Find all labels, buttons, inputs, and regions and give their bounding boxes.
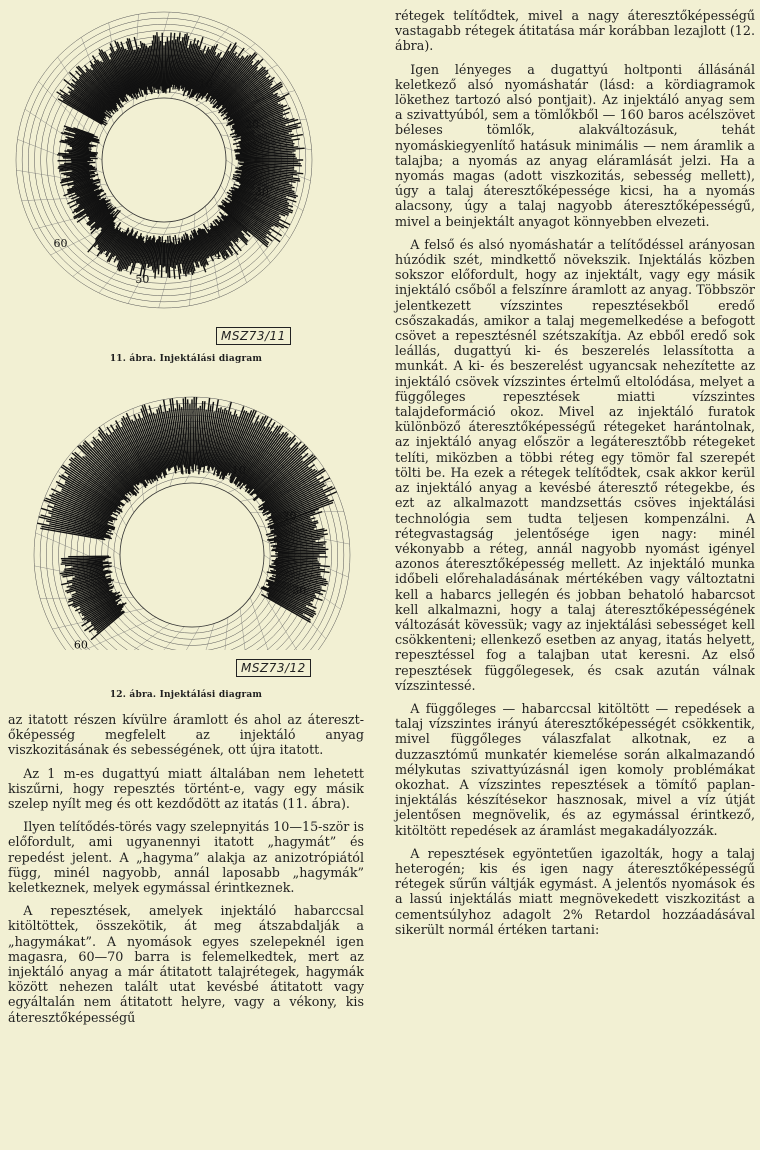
dial-hub — [102, 98, 226, 222]
paragraph: Igen lényeges a dugattyú holtponti állásánál keletkező alsó nyomáshatár (lásd: a kördiagramok lökethez tartozó alsó pontjait). Az injektáló anyag sem a szivattyúból, sem a tömlőkből — 160 baros acélszövet béleses tömlők, alakváltozásuk, tehát nyomáskiegyenlítő hatásuk minimális — nem áramlik a talajba; a nyomás az anyag eláramlását jelzi. Ha a nyomás magas (adott viszkozitás, sebesség mellett), úgy a talaj áteresztőképessége kicsi, ha a nyomás alacsony, úgy a talaj nagyobb áteresztőképességű, mivel a beinjektált anyagot könnyebben elvezeti. — [395, 61, 755, 229]
grid-arc — [240, 609, 251, 650]
dial-scale-label: 60 — [73, 638, 88, 650]
paragraph: Az 1 m-es dugattyú miatt általában nem lehetett kiszűrni, hogy repesztés történt-e, vagy egy másik szelep nyílt meg és ott kezdődött az itatás (11. ábra). — [8, 765, 364, 812]
paragraph: A repesztések egyöntetűen igazolták, hogy a talaj heterogén; kis és igen nagy áteresztőképességű rétegek sűrűn váltják egymást. A jelentős nyomások és a lassú injektálás miatt megnövekedett viszkozitást a cementsúlyhoz adagolt 2% Retardol hozzáadásával sikerült normál értéken tartani: — [395, 845, 755, 937]
trace-stroke — [68, 556, 109, 557]
dial-scale-label: 20 — [245, 117, 260, 131]
trace-stroke — [166, 240, 167, 274]
paragraph: rétegek telítődtek, mivel a nagy áteresztőképességű vastagabb rétegek átitatása már korábban lezajlott (12. ábra). — [395, 8, 755, 54]
trace-stroke — [275, 553, 326, 554]
dial-scale-label: 40 — [214, 249, 229, 263]
dial-scale-label: 10 — [231, 464, 246, 478]
paragraph: Ilyen telítődés-törés vagy szelepnyitás 10—15-ször is előfordult, ami ugyanennyi itatott „hagymát” és repedést jelent. A „hagyma” alakja az anizotrópiától függ, minél nagyobb, annál laposabb „hagymák” keletkeznek, melyek egymással érintkeznek. — [8, 819, 364, 896]
injection-diagram-11 — [14, 0, 314, 320]
trace-stroke — [190, 404, 191, 466]
paragraph: A felső és alsó nyomáshatár a telítődéssel arányosan húzódik szét, mindkettő növekszik. Injektálás közben sokszor előfordult, hogy az injektált, vagy egy másik injektáló csőből a felszínre áramlott az anyag. Többször jelentkezett vízszintes repesztésekből eredő csőszakadás, amikor a talaj megemelkedése a befogott csövet a repesztésnél szétszakítja. Az ebből eredő sok leállás, dugattyú ki- és beszerelés lelassította a munkát. A ki- és beszerelést ugyancsak nehezítette az injektáló csövek vízszintes értelmű eltolódása, melyet a függőleges repesztések miatti vízszintes talajdeformáció okoz. Mivel az injektáló furatok különböző áteresztőképességű rétegeket harántolnak, az injektáló anyag először a legáteresztőbb rétegeket telíti, miközben a többi réteg egy tömör fal szerepét tölti be. Ha ezek a rétegek telítődtek, csak akkor kerül az injektáló anyag a kevésbé áteresztő rétegekbe, és ezt az alkalmazott mandzsettás csöves injektálási technológia sem tudta teljesen kompenzálni. A rétegvastagság jelentősége igen nagy: minél vékonyabb a réteg, annál nagyobb nyomást igényel azonos áteresztőképesség mellett. Az injektáló munka időbeli előrehaladásának mértékében vagy változtatni kell a habarcs jellegén és jobban behatoló habarcsot kell alkalmazni, hogy a talaj áteresztőképességének változását kövessük; vagy az injektálási sebességet kell csökkenteni; ellenkező esetben az anyag, itatás helyett, repesztéssel fog a talajban utat keresni. Az első repesztések függőlegesek, és csak azután válnak vízszintessé. — [395, 236, 755, 693]
paragraph: A függőleges — habarccsal kitöltött — repedések a talaj vízszintes irányú áteresztőképességét csökkentik, mivel függőleges válaszfalat alkotnak, ez a duzzasztómű munkatér kiemelése során alkalmazandó mélykutas szivattyúzásnál igen komoly problémákat okozhat. A vízszintes repesztések a tömítő paplan-injektálás készítésekor hasznosak, mivel a víz útját jelentősen megnövelik, és az egymással érintkező, kitöltött repedések az áramlást megakadályozzák. — [395, 700, 755, 838]
dial-scale-label: 30 — [254, 185, 269, 199]
injection-diagram-12 — [14, 395, 354, 650]
dial-hub — [120, 483, 264, 627]
figure-caption: 11. ábra. Injektálási diagram — [109, 354, 263, 364]
paragraph: A repesztések, amelyek injektáló habarccsal kitöltöttek, összekötik, át meg átszabdalják a „hagymákat”. A nyomások egyes szelepeknél igen magasra, 60—70 barra is felemelkedtek, mert az injektáló anyag a már átitatott talajrétegek, hagymák között nehezen talált utat kevésbé átitatott vagy egyáltalán nem átitatott helyre, vagy a vékony, kis áteresztőképességű — [8, 903, 364, 1025]
grid-arc — [186, 623, 214, 650]
dial-scale-label: 50 — [135, 272, 150, 286]
right-column — [395, 8, 755, 945]
figure-code-box: MSZ73/11 — [216, 327, 291, 345]
dial-scale-label: 20 — [282, 509, 297, 523]
trace-stroke — [63, 158, 98, 159]
grid-arc — [250, 597, 280, 650]
figure-caption: 12. ábra. Injektálási diagram — [109, 690, 263, 700]
figure-code-box: MSZ73/12 — [236, 659, 311, 677]
dial-scale-label: 30 — [292, 584, 307, 598]
figure-12 — [8, 395, 364, 705]
trace-stroke — [162, 33, 163, 93]
left-body-text — [8, 712, 364, 1033]
dial-scale-label: 10 — [198, 77, 213, 91]
trace-stroke — [236, 158, 297, 159]
figure-11 — [8, 0, 364, 375]
dial-scale-label: 60 — [53, 236, 68, 250]
trace-stroke — [64, 162, 95, 163]
paragraph: az itatott részen kívülre áramlott és ahol az áteresztőképesség megfelelt az injektáló anyag viszkozitásának és sebességének, ott újra itatott. — [8, 712, 364, 758]
